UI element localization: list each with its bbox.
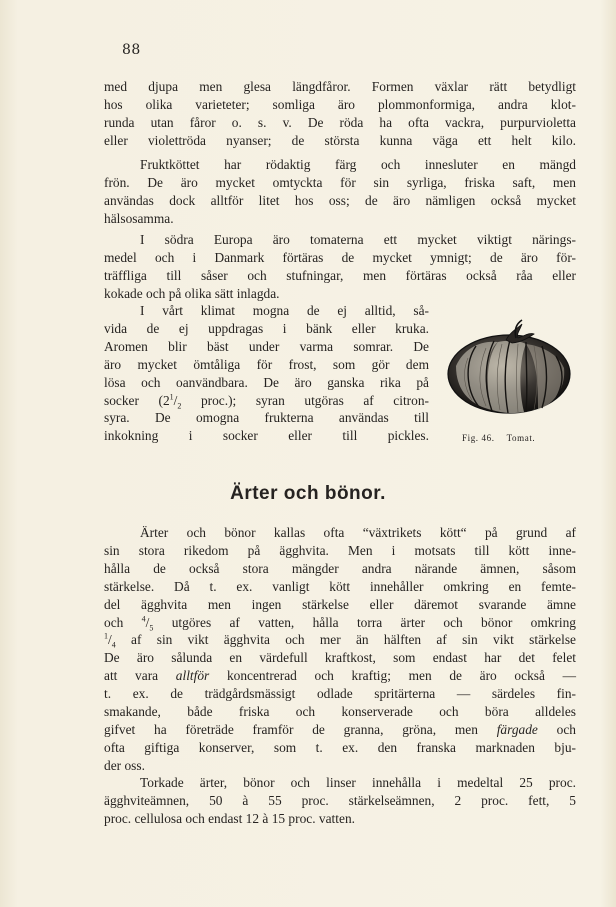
text-line: proc. cellulosa och endast 12 à 15 proc. vatten. [104,810,355,826]
page-number: 88 [122,42,141,58]
text-line: gifvet ha företräde framför de granna, gröna, men färgade och [104,721,576,737]
text-line: eller violettröda nyanser; de största kunna väga ett helt kilo. [104,132,576,148]
paragraph-fruit-flesh [104,156,576,228]
text-line: t. ex. de trädgårdsmässigt odlade spritärterna — särdeles fin- [104,686,576,702]
paragraph-peas-beans [104,524,576,775]
text-line: att vara alltför koncentrerad och kraftig; men de äro också — [104,668,576,684]
text-line: sin stora rikedom på ägghvita. Men i motsats till kött inne- [104,542,576,558]
text-line: och $^4/_5$ utgöres af vatten, hålla torra ärter och bönor omkring [104,614,577,633]
text-line: socker ($2^1/_2$ proc.); syran utgöras af citron- [104,392,429,411]
text-line: der oss. [104,757,145,773]
text-line: del ägghvita men ingen stärkelse eller däremot svarande ämne [104,596,576,612]
paragraph-dried-legumes [104,774,576,828]
text-line: vida de ej uppdragas i bänk eller kruka. [104,320,429,336]
text-line: hos olika varieteter; somliga äro plommonformiga, andra klot- [104,96,576,112]
text-line: runda utan fåror o. s. v. De röda ha ofta vackra, purpurvioletta [104,114,576,130]
text-line: ägghviteämnen, 50 à 55 proc. stärkelseämnen, 2 proc. fett, 5 [104,792,576,808]
text-line: träffliga till såser och stufningar, men förtäras också råa eller [104,267,576,283]
text-line: ofta giftiga konserver, som t. ex. den franska marknaden bju- [104,739,576,755]
text-line: med djupa men glesa längdfåror. Formen växlar rätt betydligt [104,79,576,94]
text-line: frön. De äro mycket omtyckta för sin syrliga, friska saft, men [104,174,576,190]
text-line: syra. De omogna frukterna användas till [104,410,429,426]
text-line: användas dock alltför litet hos oss; de äro nämligen också mycket [104,192,576,208]
tomato-illustration [446,318,576,422]
text-line: äro mycket ömtåliga för frost, som gör dem [104,356,429,372]
text-line: kokade och på olika sätt inlagda. [104,285,280,301]
text-line: Fruktköttet har rödaktig färg och innesluter en mängd [140,157,576,172]
text-line: I södra Europa äro tomaterna ett mycket viktigt närings- [140,232,576,247]
section-heading: Ärter och bönor. [230,483,386,504]
text-line: stärkelse. Då t. ex. vanligt kött innehåller omkring en femte- [104,578,576,594]
paragraph-tomato-shape [104,78,576,150]
text-line: hälsosamma. [104,210,174,226]
text-line: inkokning i socker eller till pickles. [104,428,429,444]
text-line: Torkade ärter, bönor och linser innehålla i medeltal 25 proc. [140,775,576,790]
text-line: Aromen blir bäst under varma somrar. De [104,338,429,354]
text-line: De äro sålunda en värdefull kraftkost, som endast har det felet [104,650,576,666]
text-line: Ärter och bönor kallas ofta “växtrikets kött“ på grund af [140,525,576,540]
text-line: $^1/_4$ af sin vikt ägghvita och mer än hälften af sin vikt stärkelse [104,631,576,651]
paragraph-climate [104,302,429,445]
text-line: medel och i Danmark förtäras de mycket ymnigt; de äro för- [104,249,576,265]
paragraph-southern-europe [104,231,576,303]
text-line: hålla de också stora mängder andra närande ämnen, såsom [104,560,576,576]
text-line: I vårt klimat mogna de ej alltid, så- [140,303,429,318]
text-line: smakande, både friska och konserverade och böra alldeles [104,704,576,720]
figure-name: Tomat. [506,433,536,443]
text-line: lösa och oanvändbara. De äro ganska rika på [104,374,429,390]
figure-number: Fig. 46. [462,433,495,443]
figure-caption [462,433,535,443]
